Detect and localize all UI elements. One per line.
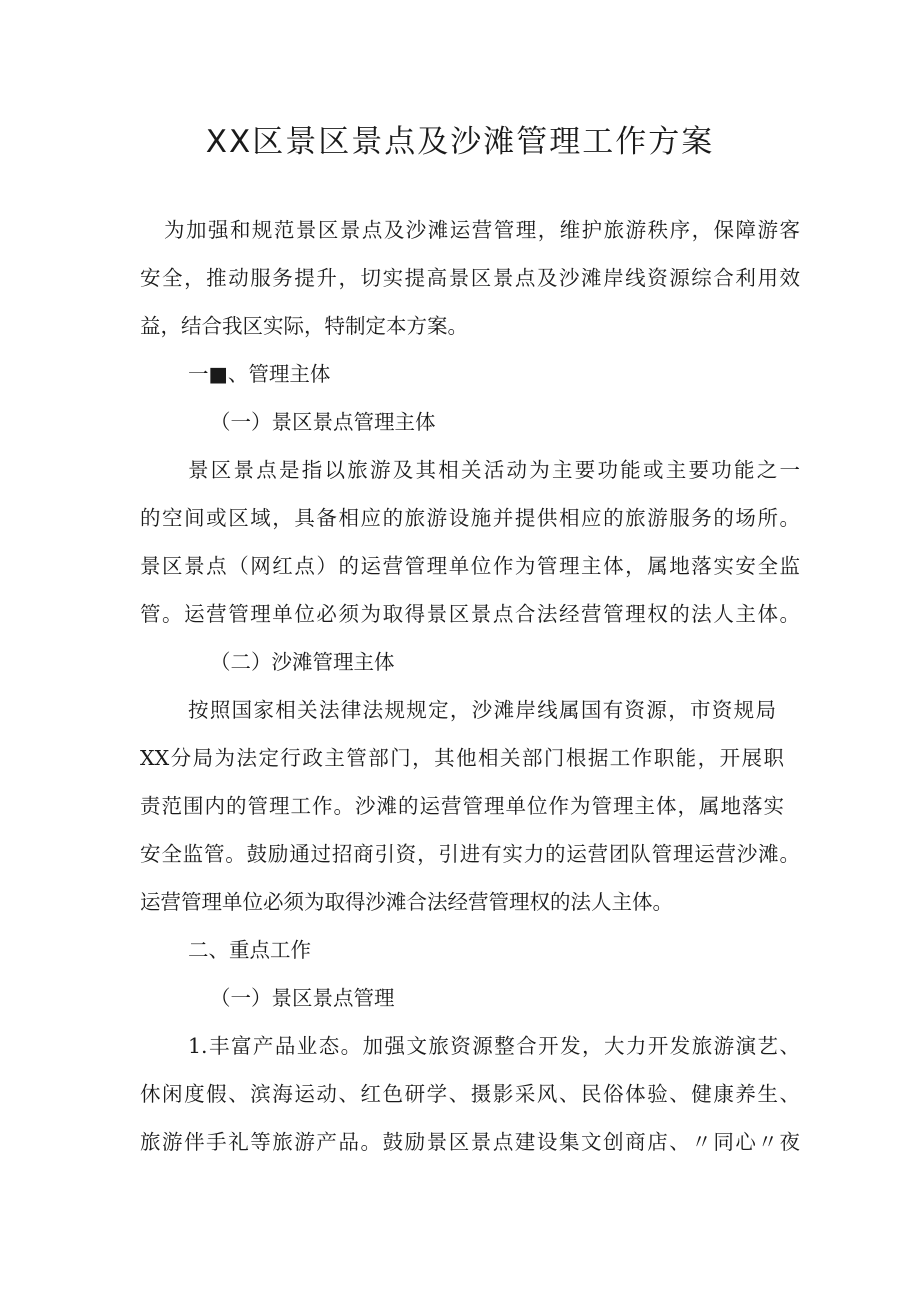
paragraph-line: 景区景点是指以旅游及其相关活动为主要功能或主要功能之一	[188, 458, 800, 482]
subsection-heading: （一）景区景点管理主体	[210, 410, 436, 434]
section-heading: 二、重点工作	[188, 938, 311, 962]
paragraph-line: 1.丰富产品业态。加强文旅资源整合开发，大力开发旅游演艺、	[188, 1034, 800, 1058]
document-title: XX区景区景点及沙滩管理工作方案	[205, 124, 715, 160]
paragraph-line: 休闲度假、滨海运动、红色研学、摄影采风、民俗体验、健康养生、	[140, 1082, 800, 1106]
subsection-heading: （二）沙滩管理主体	[210, 650, 395, 674]
paragraph-line: XX分局为法定行政主管部门，其他相关部门根据工作职能，开展职	[140, 746, 784, 770]
paragraph-line: 的空间或区域，具备相应的旅游设施并提供相应的旅游服务的场所。	[140, 506, 800, 530]
paragraph-line: 景区景点（网红点）的运营管理单位作为管理主体，属地落实安全监	[140, 554, 800, 578]
paragraph-line: 按照国家相关法律法规规定，沙滩岸线属国有资源，市资规局	[188, 698, 776, 722]
paragraph-line: 为加强和规范景区景点及沙滩运营管理，维护旅游秩序，保障游客	[164, 218, 800, 242]
paragraph-line: 益，结合我区实际，特制定本方案。	[140, 314, 468, 338]
section-heading: 一■、管理主体	[188, 362, 331, 386]
paragraph-line: 安全监管。鼓励通过招商引资，引进有实力的运营团队管理运营沙滩。	[140, 842, 800, 866]
paragraph-line: 运营管理单位必须为取得沙滩合法经营管理权的法人主体。	[140, 890, 673, 914]
paragraph-line: 管。运营管理单位必须为取得景区景点合法经营管理权的法人主体。	[140, 602, 800, 626]
paragraph-line: 旅游伴手礼等旅游产品。鼓励景区景点建设集文创商店、〃同心〃夜	[140, 1130, 800, 1154]
paragraph-line: 安全，推动服务提升，切实提高景区景点及沙滩岸线资源综合利用效	[140, 266, 800, 290]
subsection-heading: （一）景区景点管理	[210, 986, 395, 1010]
paragraph-line: 责范围内的管理工作。沙滩的运营管理单位作为管理主体，属地落实	[140, 794, 784, 818]
